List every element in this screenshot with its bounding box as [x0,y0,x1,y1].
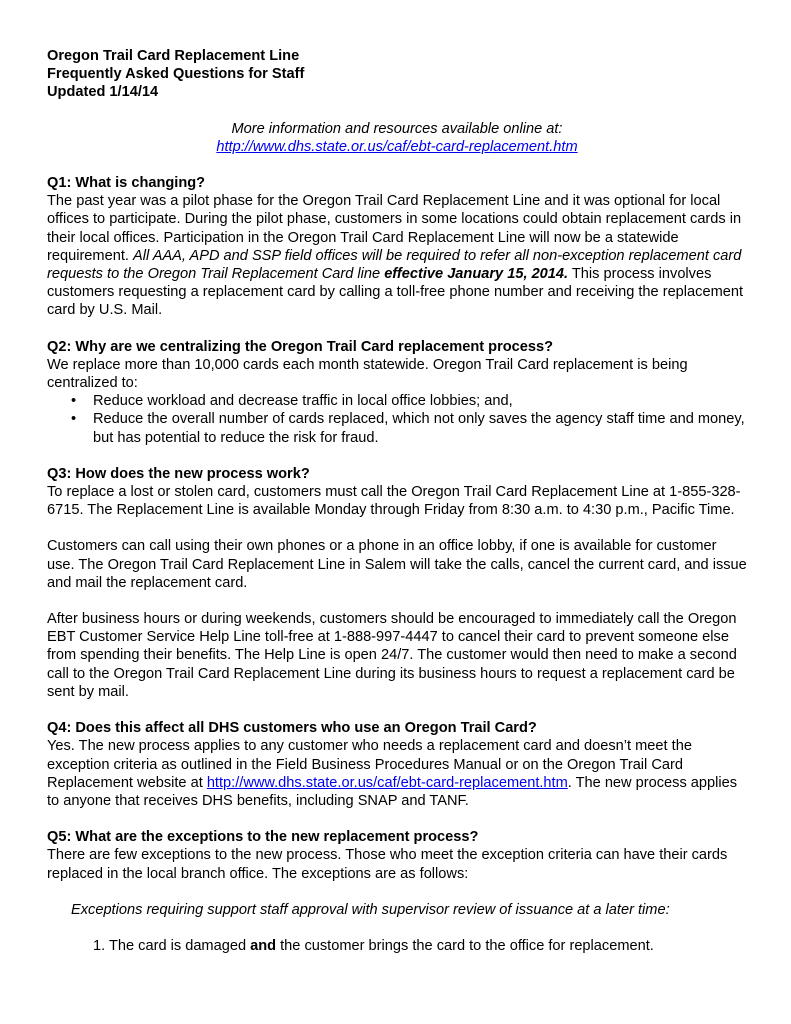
faq-q3 [47,465,747,701]
q2-bullet-list [47,392,747,447]
q4-question: Q4: Does this affect all DHS customers who use an Oregon Trail Card? [47,720,537,737]
faq-q1 [47,174,747,320]
doc-updated-date: Updated 1/14/14 [47,84,159,101]
q1-effective-date: effective January 15, 2014. [384,266,569,283]
item-text-a: The card is damaged [105,937,251,954]
q3-paragraph-3: After business hours or during weekends, customers should be encouraged to immediately call the Oregon EBT Customer Service Help Line toll-free at 1-888-997-4447 to cancel their card to prevent someone else from spending their benefits. The Help Line is open 24/7. The customer would then need to make a second call to the Oregon Trail Card Replacement Line during its business hours to request a replacement card be sent by mail. [47,611,737,700]
item-text-bold: and [250,937,277,954]
bullet-text: Reduce the overall number of cards replaced, which not only saves the agency staff time and money, but has potential to reduce the risk for fraud. [93,411,745,446]
q3-question: Q3: How does the new process work? [47,465,310,482]
faq-q5 [47,828,747,955]
more-info-text: More information and resources available online at: [231,120,563,137]
q1-text-italic: All AAA, APD and SSP field offices will be required to refer all non-exception replacement card requests to the Oregon Trail Replacement Card line [47,247,742,283]
more-info-block [47,120,747,156]
q5-intro: There are few exceptions to the new process. Those who meet the exception criteria can have their cards replaced in the local branch office. The exceptions are as follows: [47,847,728,882]
item-text-b: the customer brings the card to the office for replacement. [276,937,654,954]
list-item [47,410,747,446]
q3-paragraph-2: Customers can call using their own phones or a phone in an office lobby, if one is available for customer use. The Oregon Trail Card Replacement Line in Salem will take the calls, cancel the current card, and issue and mail the replacement card. [47,538,747,591]
document-page [47,47,747,955]
list-item [47,937,747,955]
bullet-icon: • [71,411,77,428]
item-number: 1. [93,937,106,954]
q5-question: Q5: What are the exceptions to the new replacement process? [47,829,479,846]
faq-q4 [47,719,747,810]
q1-text-a: The past year was a pilot phase for the Oregon Trail Card Replacement Line and it was optional for local offices to participate. During the pilot phase, customers in some locations could obtain replacement cards in their local offices. Participation in the Oregon Trail Card Replacement Line will now be a statewide requirement. [47,193,742,264]
list-item [47,392,747,410]
q3-paragraph-1: To replace a lost or stolen card, customers must call the Oregon Trail Card Replacement Line at 1-855-328-6715. The Replacement Line is available Monday through Friday from 8:30 a.m. to 4:30 p.m., Pacific Time. [47,484,741,519]
q2-intro: We replace more than 10,000 cards each month statewide. Oregon Trail Card replacement is being centralized to: [47,356,688,392]
q4-answer [47,737,747,810]
q1-text-b: This process involves customers requesting a replacement card by calling a toll-free phone number and receiving the replacement card by U.S. Mail. [47,266,744,319]
bullet-text: Reduce workload and decrease traffic in local office lobbies; and, [93,393,513,410]
exceptions-list [47,937,747,955]
q4-text-a: Yes. The new process applies to any customer who needs a replacement card and doesn’t meet the exception criteria as outlined in the Field Business Procedures Manual or on the Oregon Trail Card Replacement website at [47,738,692,791]
doc-title-line1: Oregon Trail Card Replacement Line [47,48,300,64]
exceptions-heading: Exceptions requiring support staff approval with supervisor review of issuance at a later time: [71,901,670,918]
q1-answer [47,192,747,319]
q2-question: Q2: Why are we centralizing the Oregon Trail Card replacement process? [47,338,554,355]
q4-text-b: . The new process applies to anyone that receives DHS benefits, including SNAP and TANF. [47,774,738,809]
more-info-link[interactable]: http://www.dhs.state.or.us/caf/ebt-card-replacement.htm [216,138,578,155]
doc-title-line2: Frequently Asked Questions for Staff [47,66,305,83]
bullet-icon: • [71,393,77,410]
q4-website-link[interactable]: http://www.dhs.state.or.us/caf/ebt-card-replacement.htm [206,774,568,791]
q1-question: Q1: What is changing? [47,175,206,192]
faq-q2 [47,338,747,447]
